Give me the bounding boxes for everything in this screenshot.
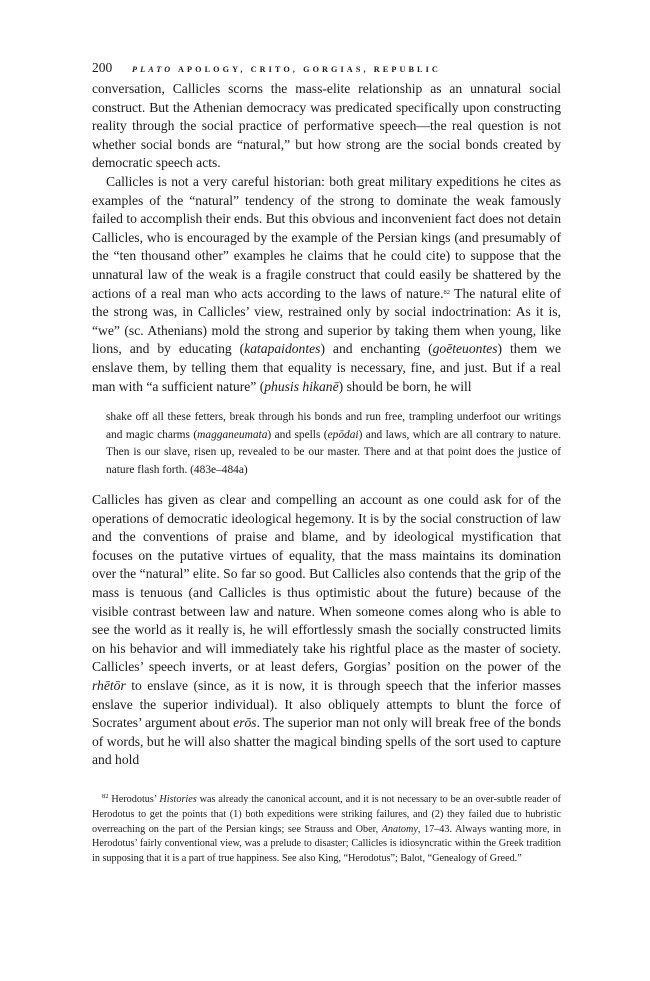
page (92, 58, 561, 770)
running-author: PLATO (132, 65, 174, 74)
text-run: ) and laws, which are all contrary to nature. Then is our slave, risen up, revealed to be our master. There and at that point does the justice of nature flash forth. (483e–484a) (106, 428, 561, 476)
running-title (132, 65, 441, 74)
text-run: Callicles is not a very careful historian: both great military expeditions he cites as examples of the “natural” tendency of the strong to dominate the weak famously failed to accomplish their ends. But this obvious and inconvenient fact does not detain Callicles, who is encouraged by the example of the Persian kings (and presumably of the “ten thousand other” examples he claims that he could cite) to suppose that the unnatural law of the weak is a fragile construct that could easily be shattered by the actions of a real man who acts according to the laws of nature. (92, 173, 561, 301)
text-run: The natural elite of the strong was, in Callicles’ view, restrained only by social indoctrination: As it is, “we” (sc. Athenians) mold the strong and superior by taking them when young, like lions, and by educating ( (92, 285, 561, 357)
footnote-marker: 82 (443, 288, 450, 296)
italic-term: magganeumata (197, 428, 268, 441)
text-run: ) them we enslave them, by telling them that equality is necessary, fine, and just. But if a real man with “a sufficient nature” ( (92, 341, 561, 394)
page-number: 200 (92, 60, 113, 75)
italic-term: goēteuontes (432, 341, 498, 357)
italic-term: epōdai (327, 428, 359, 441)
text-run: shake off all these fetters, break through his bonds and run free, trampling underfoot our writings and magic charms ( (106, 411, 561, 441)
running-works: APOLOGY, CRITO, GORGIAS, REPUBLIC (177, 65, 441, 74)
block-quote-text (106, 409, 561, 479)
text-run: was already the canonical account, and it is not necessary to be an over-subtle reader of Herodotus to get the points that (1) both expeditions were striking failures, and (2) they failed due to hubristic overreaching on the part of the Persian kings; see Strauss and Ober, (92, 794, 562, 835)
italic-term: Anatomy (381, 823, 418, 835)
running-header (92, 58, 561, 78)
text-run: Callicles has given as clear and compelling an account as one could ask for of the operations of democratic ideological hegemony. It is by the social construction of law and the conventions of praise and blame, and by ideological mystification that focuses on the putative virtues of equality, that the mass maintains its domination over the “natural” elite. So far so good. But Callicles also contends that the grip of the mass is tenuous (and Callicles is thus optimistic about the future) because of the visible contrast between law and nature. When someone comes along who is able to see the world as it really is, he will effortlessly smash the socially constructed limits on his behavior and will immediately take his rightful place as the master of society. Callicles’ speech inverts, or at least defers, Gorgias’ position on the power of the (92, 492, 561, 675)
paragraph-3 (92, 491, 561, 770)
body-text (92, 80, 561, 770)
text-run: ) and enchanting ( (320, 341, 433, 357)
italic-term: phusis hikanē (264, 378, 339, 394)
footnote-82 (92, 793, 561, 867)
block-quote (106, 409, 561, 479)
italic-term: Histories (159, 794, 197, 805)
text-run: Herodotus’ (108, 794, 160, 805)
italic-term: erōs (233, 715, 257, 731)
footnote-marker: 82 (102, 793, 109, 800)
paragraph-2 (92, 173, 561, 396)
text-run: ) and spells ( (267, 428, 328, 441)
text-run: . The superior man not only will break free of the bonds of words, but he will also shatter the magical binding spells of the sort used to capture and hold (92, 715, 561, 768)
text-run: ) should be born, he will (338, 378, 472, 394)
paragraph-1: conversation, Callicles scorns the mass-elite relationship as an unnatural social construct. But the Athenian democracy was predicated specifically upon constructing reality through the social practice of performative speech—the real question is not whether social bonds are “natural,” but how strong are the social bonds created by democratic speech acts. (92, 81, 561, 171)
footnote (92, 793, 561, 867)
italic-term: rhētōr (92, 678, 126, 694)
italic-term: katapaidontes (244, 341, 321, 357)
text-run: to enslave (since, as it is now, it is through speech that the inferior masses enslave the superior individual). It also obliquely attempts to blunt the force of Socrates’ argument about (92, 678, 561, 731)
text-run: , 17–43. Always wanting more, in Herodotus’ fairly conventional view, was a prelude to disaster; Callicles is idiosyncratic within the Greek tradition in supposing that it is a part of true happiness. See also King, “Herodotus”; Balot, “Genealogy of Greed.” (92, 823, 561, 865)
